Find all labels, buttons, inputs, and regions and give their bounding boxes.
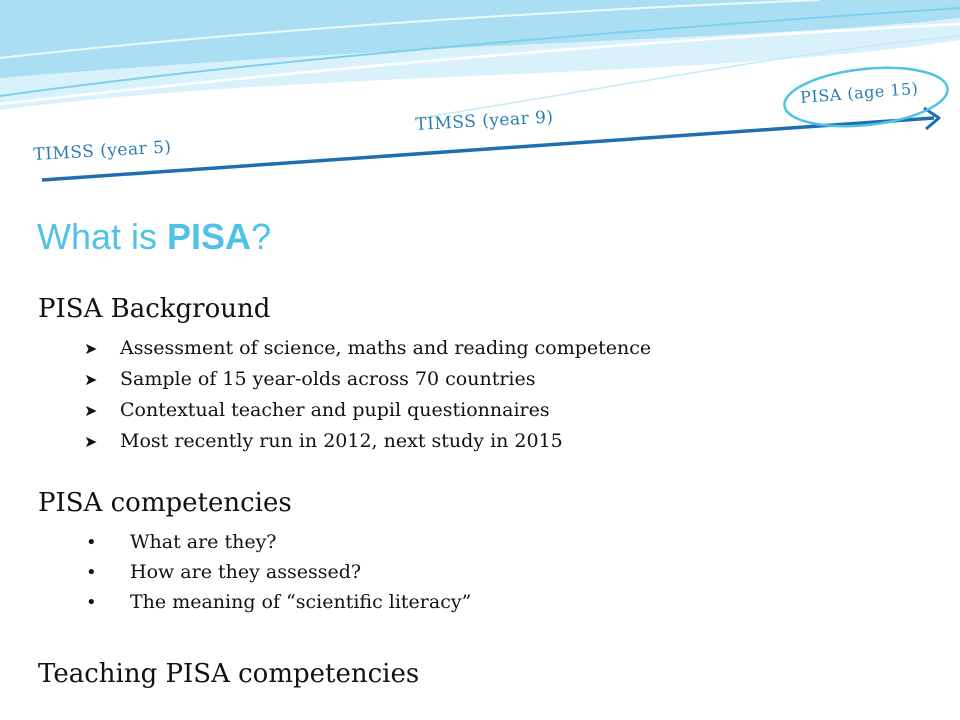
dot-bullet-icon: • <box>86 562 97 583</box>
competencies-list <box>86 527 471 617</box>
section-heading-teaching: Teaching PISA competencies <box>38 659 420 689</box>
list-item: • How are they assessed? <box>86 557 471 587</box>
arrowhead-bullet-icon: ➤ <box>84 401 98 420</box>
list-item: ➤ Sample of 15 year-olds across 70 countries <box>84 364 651 395</box>
arrowhead-bullet-icon: ➤ <box>84 432 98 451</box>
timeline-label-timss-year9: TIMSS (year 9) <box>414 107 555 135</box>
list-item: ➤ Assessment of science, maths and reading competence <box>84 333 651 364</box>
list-item: • The meaning of “scientific literacy” <box>86 587 471 617</box>
timeline-label-pisa-age15: PISA (age 15) <box>799 78 920 107</box>
list-item: • What are they? <box>86 527 471 557</box>
list-item: ➤ Contextual teacher and pupil questionnaires <box>84 395 651 426</box>
list-item: ➤ Most recently run in 2012, next study in 2015 <box>84 426 651 457</box>
dot-bullet-icon: • <box>86 592 97 613</box>
dot-bullet-icon: • <box>86 532 97 553</box>
timeline-label-timss-year5: TIMSS (year 5) <box>32 137 173 165</box>
arrowhead-bullet-icon: ➤ <box>84 370 98 389</box>
background-list <box>84 333 651 457</box>
section-heading-competencies: PISA competencies <box>38 488 292 518</box>
arrowhead-bullet-icon: ➤ <box>84 339 98 358</box>
title-prefix: What is <box>37 216 168 257</box>
title-emphasis: PISA <box>167 216 252 257</box>
title-suffix: ? <box>251 216 272 257</box>
section-heading-background: PISA Background <box>38 294 271 324</box>
slide-title <box>37 216 271 258</box>
